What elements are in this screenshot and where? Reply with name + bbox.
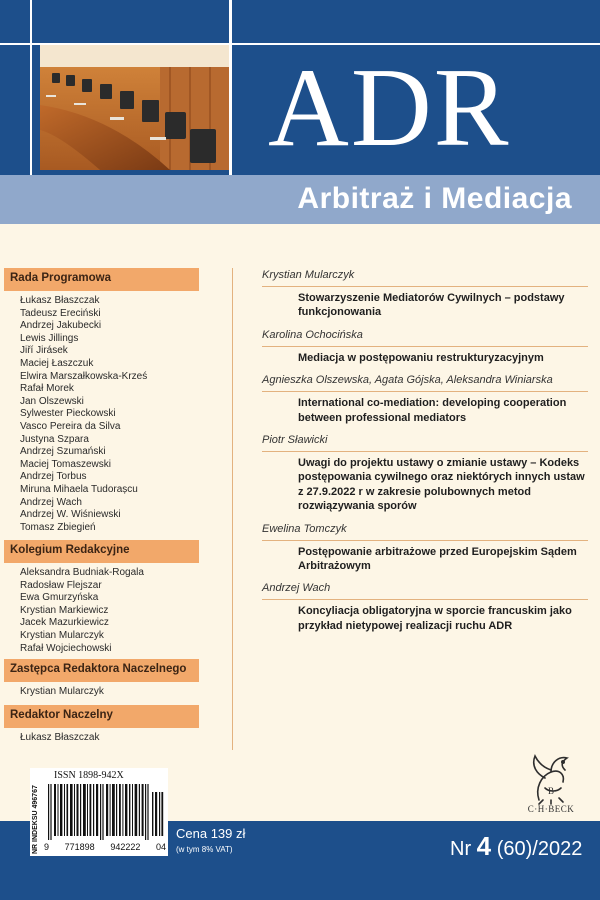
barcode-digits bbox=[44, 842, 166, 852]
barcode-digit-first: 9 bbox=[44, 842, 50, 852]
article-title: Uwagi do projektu ustawy o zmianie ustawy – Kodeks postępowania cywilnego oraz niektórych innych ustaw z 27.9.2022 r w zakresie polubownych metod rozwiązywania sporów bbox=[262, 451, 588, 518]
toc-entry bbox=[232, 373, 588, 429]
board-section-deputy-editor bbox=[4, 659, 199, 699]
article-author: Ewelina Tomczyk bbox=[262, 522, 347, 535]
board-member: Rafał Wojciechowski bbox=[20, 642, 112, 654]
board-member: Radosław Flejszar bbox=[20, 579, 102, 591]
article-author: Piotr Sławicki bbox=[262, 434, 328, 447]
board-member: Krystian Mularczyk bbox=[20, 629, 104, 641]
board-member: Jiří Jirásek bbox=[20, 345, 68, 357]
toc-entry bbox=[232, 581, 588, 637]
board-member: Tadeusz Ereciński bbox=[20, 307, 101, 319]
article-title: Postępowanie arbitrażowe przed Europejskim Sądem Arbitrażowym bbox=[262, 540, 588, 578]
board-member: Miruna Mihaela Tudorașcu bbox=[20, 483, 138, 495]
conference-room-illustration bbox=[40, 45, 229, 170]
toc-entry bbox=[232, 268, 588, 324]
board-member: Andrzej Wach bbox=[20, 496, 82, 508]
index-number: NR INDEKSU 496767 bbox=[32, 785, 39, 854]
name-list bbox=[4, 563, 199, 655]
cover-price: Cena 139 zł bbox=[176, 826, 246, 841]
board-section-program-council bbox=[4, 268, 199, 534]
board-member: Andrzej W. Wiśniewski bbox=[20, 509, 121, 521]
article-author: Andrzej Wach bbox=[262, 582, 331, 595]
board-member: Aleksandra Budniak-Rogala bbox=[20, 567, 144, 578]
section-heading: Kolegium Redakcyjne bbox=[4, 540, 199, 563]
name-list bbox=[4, 728, 199, 745]
board-member: Jacek Mazurkiewicz bbox=[20, 617, 109, 629]
board-member: Krystian Markiewicz bbox=[20, 604, 109, 616]
section-heading: Rada Programowa bbox=[4, 268, 199, 291]
issue-suffix: (60)/2022 bbox=[496, 838, 583, 860]
article-author: Karolina Ochocińska bbox=[262, 328, 363, 341]
board-member: Elwira Marszałkowska-Krześ bbox=[20, 370, 148, 382]
issue-number bbox=[450, 833, 582, 862]
publisher-name: C·H·BECK bbox=[527, 804, 575, 814]
issn-number: ISSN 1898-942X bbox=[54, 770, 124, 781]
board-section-editor-in-chief bbox=[4, 705, 199, 745]
vat-note: (w tym 8% VAT) bbox=[176, 845, 233, 854]
article-title: Koncyliacja obligatoryjna w sporcie francuskim jako przykład nietypowej realizacji ruchu ADR bbox=[262, 599, 588, 637]
board-member: Rafał Morek bbox=[20, 383, 74, 395]
header-rule-left bbox=[30, 0, 32, 175]
conference-room-photo bbox=[40, 45, 229, 170]
board-member: Łukasz Błaszczak bbox=[20, 295, 100, 306]
board-member: Tomasz Zbiegień bbox=[20, 521, 96, 533]
journal-acronym: ADR bbox=[268, 46, 511, 170]
board-member: Sylwester Pieckowski bbox=[20, 408, 116, 420]
toc-entry bbox=[232, 522, 588, 578]
board-member: Andrzej Szumański bbox=[20, 446, 106, 458]
article-author: Agnieszka Olszewska, Agata Gójska, Aleksandra Winiarska bbox=[262, 374, 553, 387]
issue-prefix: Nr bbox=[450, 838, 472, 860]
toc-entry bbox=[232, 328, 588, 369]
board-section-editorial-board bbox=[4, 540, 199, 655]
board-member: Andrzej Torbus bbox=[20, 471, 87, 483]
board-member: Justyna Szpara bbox=[20, 433, 89, 445]
article-title: Stowarzyszenie Mediatorów Cywilnych – podstawy funkcjonowania bbox=[262, 286, 588, 324]
board-member: Łukasz Błaszczak bbox=[20, 732, 100, 743]
toc-entry bbox=[232, 433, 588, 518]
svg-text:B: B bbox=[547, 786, 555, 796]
name-list bbox=[4, 291, 199, 534]
board-member: Jan Olszewski bbox=[20, 395, 84, 407]
barcode-label bbox=[30, 768, 168, 856]
board-member: Vasco Pereira da Silva bbox=[20, 420, 121, 432]
board-member: Maciej Łaszczuk bbox=[20, 357, 94, 369]
issue-number-value: 4 bbox=[476, 831, 492, 861]
table-of-contents bbox=[232, 268, 588, 641]
article-author: Krystian Mularczyk bbox=[262, 269, 355, 281]
board-member: Maciej Tomaszewski bbox=[20, 458, 111, 470]
section-heading: Redaktor Naczelny bbox=[4, 705, 199, 728]
ean-barcode bbox=[46, 784, 164, 840]
journal-name: Arbitraż i Mediacja bbox=[297, 182, 572, 215]
barcode-digits-left: 771898 bbox=[64, 842, 95, 852]
board-member: Ewa Gmurzyńska bbox=[20, 592, 99, 604]
barcode-digits-right: 942222 bbox=[110, 842, 141, 852]
article-title: Mediacja w postępowaniu restrukturyzacyjnym bbox=[262, 346, 588, 369]
barcode-addon: 04 bbox=[155, 842, 166, 852]
board-member: Andrzej Jakubecki bbox=[20, 320, 102, 332]
article-title: International co-mediation: developing cooperation between professional mediators bbox=[262, 391, 588, 429]
header-rule-vertical bbox=[229, 0, 232, 175]
board-member: Lewis Jillings bbox=[20, 332, 79, 344]
board-member: Krystian Mularczyk bbox=[20, 686, 104, 697]
section-heading: Zastępca Redaktora Naczelnego bbox=[4, 659, 199, 682]
name-list bbox=[4, 682, 199, 699]
